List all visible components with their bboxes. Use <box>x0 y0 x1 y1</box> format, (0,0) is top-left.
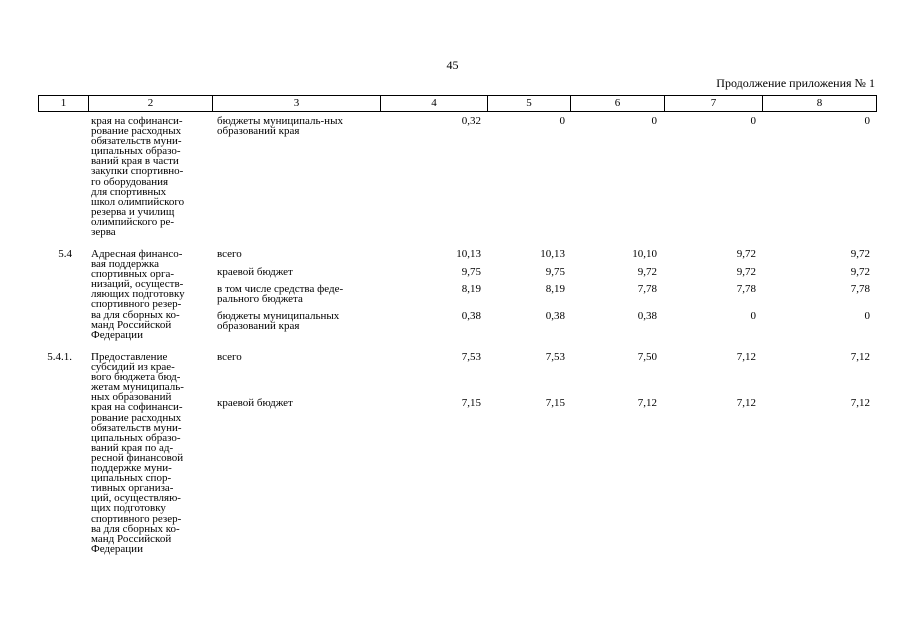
description-line: спортивного резер- <box>91 512 182 525</box>
funding-source <box>217 249 377 259</box>
value-cell-col-6: 7,78 <box>637 283 657 295</box>
value-cell-col-7: 0 <box>750 115 756 127</box>
funding-source <box>217 398 377 408</box>
description-line: олимпийского ре- <box>91 215 175 228</box>
value-cell-col-5: 0,38 <box>545 310 565 322</box>
funding-source-line: образований края <box>217 125 300 138</box>
description-line: ваний края в части <box>91 155 179 168</box>
description-line: рование расходных <box>91 411 182 424</box>
description-line: манд Российской <box>91 318 172 331</box>
value-cell-col-7: 7,78 <box>736 283 756 295</box>
description-line: низаций, осуществ- <box>91 278 184 291</box>
value-cell-col-4: 8,19 <box>461 283 481 295</box>
description-line: края на софинанси- <box>91 115 183 127</box>
description-line: ципальных образо- <box>91 145 181 158</box>
description-line: го оборудования <box>91 175 169 188</box>
value-cell-col-4: 0,32 <box>461 115 481 127</box>
description-line: субсидий из крае- <box>91 361 175 374</box>
value-cell-col-5: 7,15 <box>545 397 565 409</box>
value-cell-col-5: 9,75 <box>545 266 565 278</box>
funding-source <box>217 311 377 331</box>
value-cell-col-6: 0 <box>651 115 657 127</box>
funding-source <box>217 267 377 277</box>
value-cell-col-8: 9,72 <box>850 248 870 260</box>
column-header-table <box>38 95 877 112</box>
funding-source-line: образований края <box>217 320 300 333</box>
row-description <box>91 249 215 340</box>
column-header-7: 7 <box>665 96 763 112</box>
description-line: ресной финансовой <box>91 451 184 464</box>
value-cell-col-4: 7,15 <box>461 397 481 409</box>
column-header-8: 8 <box>763 96 877 112</box>
funding-source-line: в том числе средства феде- <box>217 283 344 295</box>
value-cell-col-6: 10,10 <box>632 248 657 260</box>
column-header-1: 1 <box>39 96 89 112</box>
description-line: поддержке муни- <box>91 462 172 475</box>
description-line: ципальных образо- <box>91 431 181 444</box>
description-line: закупки спортивно- <box>91 165 184 178</box>
description-line: ва для сборных ко- <box>91 308 180 321</box>
value-cell-col-6: 9,72 <box>637 266 657 278</box>
value-cell-col-7: 9,72 <box>736 266 756 278</box>
value-cell-col-5: 7,53 <box>545 351 565 363</box>
description-line: резерва и училищ <box>91 205 175 218</box>
value-cell-col-7: 7,12 <box>736 351 756 363</box>
description-line: спортивных орга- <box>91 268 175 281</box>
column-header-5: 5 <box>488 96 571 112</box>
row-code: 5.4.1. <box>47 351 72 363</box>
description-line: края на софинанси- <box>91 401 183 414</box>
description-line: ва для сборных ко- <box>91 522 180 535</box>
description-line: школ олимпийского <box>91 195 185 208</box>
description-line: ций, осуществляю- <box>91 492 181 505</box>
page-number: 45 <box>446 58 459 72</box>
value-cell-col-8: 0 <box>864 310 870 322</box>
description-line: ляющих подготовку <box>91 288 185 301</box>
value-cell-col-7: 0 <box>750 310 756 322</box>
funding-source-line: всего <box>217 248 242 260</box>
value-cell-col-8: 0 <box>864 115 870 127</box>
column-header-3: 3 <box>213 96 381 112</box>
description-line: тивных организа- <box>91 482 174 495</box>
description-line: вая поддержка <box>91 258 160 271</box>
value-cell-col-8: 7,78 <box>850 283 870 295</box>
description-line: щих подготовку <box>91 502 166 515</box>
value-cell-col-7: 9,72 <box>736 248 756 260</box>
description-line: спортивного резер- <box>91 298 182 311</box>
value-cell-col-6: 7,50 <box>637 351 657 363</box>
description-line: Федерации <box>91 542 143 555</box>
funding-source <box>217 352 377 362</box>
description-line: рование расходных <box>91 125 182 138</box>
funding-source-line: краевой бюджет <box>217 266 293 278</box>
value-cell-col-6: 0,38 <box>637 310 657 322</box>
funding-source <box>217 284 377 304</box>
funding-source-line: рального бюджета <box>217 293 303 306</box>
description-line: Предоставление <box>91 351 168 363</box>
description-line: обязательств муни- <box>91 135 182 148</box>
description-line: Адресная финансо- <box>91 248 183 260</box>
value-cell-col-7: 7,12 <box>736 397 756 409</box>
funding-source-line: краевой бюджет <box>217 397 293 409</box>
funding-source-line: бюджеты муниципаль-ных <box>217 115 343 127</box>
value-cell-col-4: 0,38 <box>461 310 481 322</box>
value-cell-col-4: 9,75 <box>461 266 481 278</box>
column-header-4: 4 <box>381 96 488 112</box>
value-cell-col-6: 7,12 <box>637 397 657 409</box>
description-line: ваний края по ад- <box>91 441 174 454</box>
funding-source-line: бюджеты муниципальных <box>217 310 340 322</box>
description-line: ципальных спор- <box>91 472 172 485</box>
description-line: обязательств муни- <box>91 421 182 434</box>
value-cell-col-5: 8,19 <box>545 283 565 295</box>
value-cell-col-8: 7,12 <box>850 397 870 409</box>
value-cell-col-5: 10,13 <box>540 248 565 260</box>
continuation-label: Продолжение приложения № 1 <box>716 76 875 90</box>
description-line: зерва <box>91 226 116 239</box>
column-header-6: 6 <box>571 96 665 112</box>
row-description <box>91 352 215 554</box>
description-line: для спортивных <box>91 185 167 198</box>
value-cell-col-4: 7,53 <box>461 351 481 363</box>
funding-source-line: всего <box>217 351 242 363</box>
value-cell-col-5: 0 <box>559 115 565 127</box>
description-line: Федерации <box>91 328 143 341</box>
description-line: манд Российской <box>91 532 172 545</box>
value-cell-col-4: 10,13 <box>456 248 481 260</box>
description-line: ных образований <box>91 391 172 404</box>
column-header-2: 2 <box>89 96 213 112</box>
value-cell-col-8: 7,12 <box>850 351 870 363</box>
funding-source <box>217 116 377 136</box>
description-line: жетам муниципаль- <box>91 381 184 394</box>
row-description <box>91 116 215 237</box>
column-header-row <box>39 96 877 112</box>
description-line: вого бюджета бюд- <box>91 371 181 384</box>
row-code: 5.4 <box>58 248 72 260</box>
value-cell-col-8: 9,72 <box>850 266 870 278</box>
